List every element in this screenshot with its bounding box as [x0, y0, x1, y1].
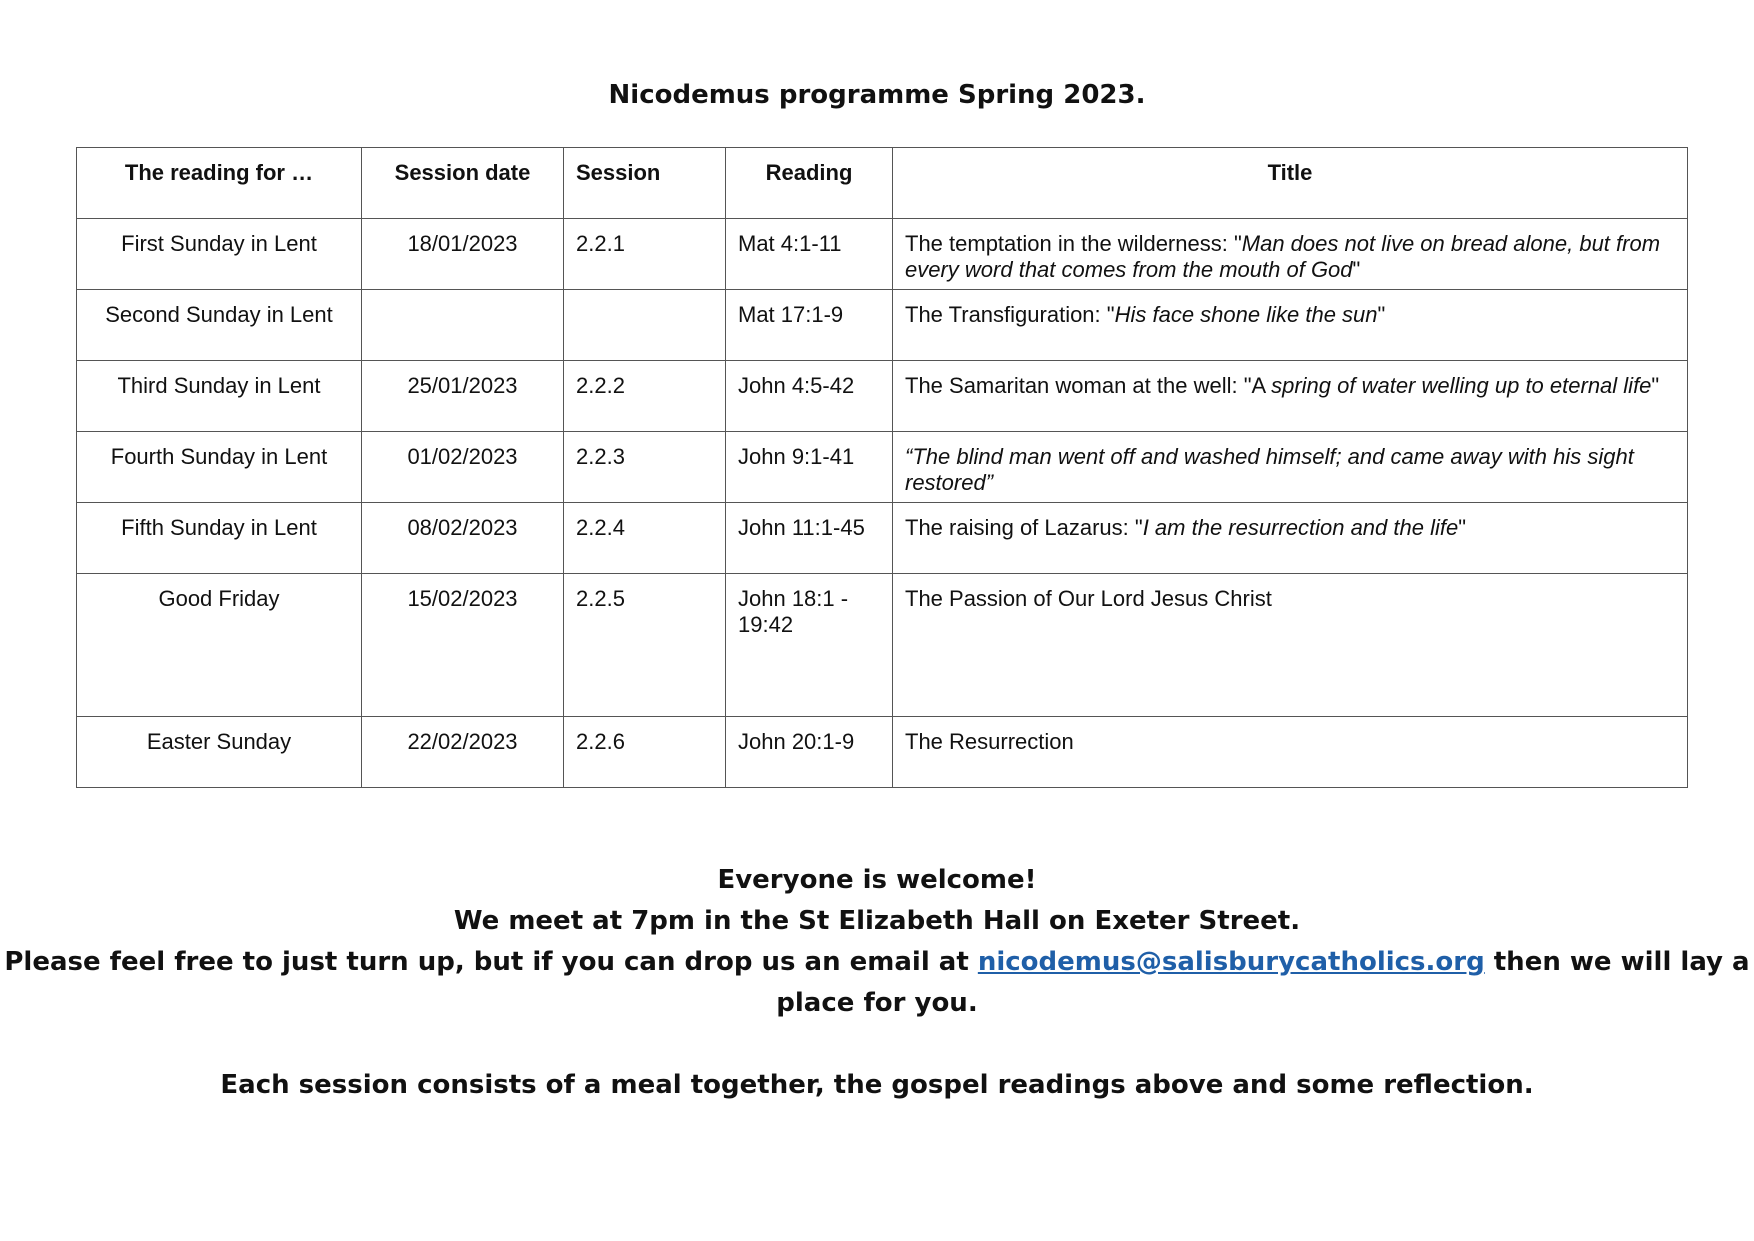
title-italic-text: Man does not live on bread alone, but from every word that comes from the mouth of God	[905, 231, 1661, 282]
cell-session-date: 01/02/2023	[362, 432, 564, 503]
cell-session-date: 22/02/2023	[362, 717, 564, 788]
email-line	[0, 942, 1754, 1024]
title-italic-text: His face shone like the sun	[1114, 302, 1378, 327]
cell-session-date: 18/01/2023	[362, 219, 564, 290]
cell-title	[893, 361, 1688, 432]
email-text-after: then we will lay a place for you.	[776, 947, 1750, 1018]
title-italic-text: I am the resurrection and the life	[1142, 515, 1459, 540]
title-plain-text: The Transfiguration: "	[905, 302, 1115, 327]
header-reading-for: The reading for …	[77, 148, 362, 219]
table-row	[77, 290, 1688, 361]
title-plain-text: The Passion of Our Lord Jesus Christ	[905, 586, 1272, 611]
title-italic-text: spring of water welling up to eternal life	[1271, 373, 1652, 398]
cell-title	[893, 290, 1688, 361]
table-row	[77, 361, 1688, 432]
header-reading: Reading	[726, 148, 893, 219]
table-row	[77, 219, 1688, 290]
cell-session-date: 15/02/2023	[362, 574, 564, 717]
cell-reading: Mat 4:1-11	[726, 219, 893, 290]
title-italic-text: “The blind man went off and washed himself; and came away with his sight restored”	[905, 444, 1634, 495]
title-end-text: "	[1651, 373, 1660, 398]
title-end-text: "	[1352, 257, 1361, 282]
cell-occasion: Good Friday	[77, 574, 362, 717]
cell-session: 2.2.5	[564, 574, 726, 717]
cell-reading: John 11:1-45	[726, 503, 893, 574]
programme-table	[76, 147, 1688, 788]
welcome-line: Everyone is welcome!	[717, 865, 1037, 895]
email-link[interactable]: nicodemus@salisburycatholics.org	[977, 947, 1485, 977]
cell-title	[893, 717, 1688, 788]
footer-notice	[0, 860, 1754, 1106]
title-end-text: "	[1458, 515, 1467, 540]
email-text-before: Please feel free to just turn up, but if you can drop us an email at	[4, 947, 978, 977]
cell-session-date: 25/01/2023	[362, 361, 564, 432]
cell-occasion: Fifth Sunday in Lent	[77, 503, 362, 574]
title-plain-text: The Resurrection	[905, 729, 1074, 754]
cell-session: 2.2.1	[564, 219, 726, 290]
table-row	[77, 432, 1688, 503]
table-row	[77, 717, 1688, 788]
cell-title	[893, 219, 1688, 290]
cell-title	[893, 503, 1688, 574]
cell-session: 2.2.3	[564, 432, 726, 503]
header-title: Title	[893, 148, 1688, 219]
cell-session	[564, 290, 726, 361]
meeting-line: We meet at 7pm in the St Elizabeth Hall on Exeter Street.	[453, 906, 1301, 936]
cell-title	[893, 432, 1688, 503]
cell-session-date	[362, 290, 564, 361]
cell-reading: John 20:1-9	[726, 717, 893, 788]
cell-session: 2.2.2	[564, 361, 726, 432]
cell-reading: John 9:1-41	[726, 432, 893, 503]
title-plain-text: The raising of Lazarus: "	[905, 515, 1143, 540]
cell-session: 2.2.4	[564, 503, 726, 574]
cell-session-date: 08/02/2023	[362, 503, 564, 574]
cell-occasion: Fourth Sunday in Lent	[77, 432, 362, 503]
cell-occasion: Third Sunday in Lent	[77, 361, 362, 432]
cell-occasion: Easter Sunday	[77, 717, 362, 788]
session-info-line: Each session consists of a meal together, the gospel readings above and some reflection.	[220, 1070, 1534, 1100]
title-plain-text: The Samaritan woman at the well: "A	[905, 373, 1272, 398]
cell-reading: Mat 17:1-9	[726, 290, 893, 361]
cell-reading: John 4:5-42	[726, 361, 893, 432]
cell-title	[893, 574, 1688, 717]
header-session: Session	[564, 148, 726, 219]
cell-occasion: First Sunday in Lent	[77, 219, 362, 290]
cell-occasion: Second Sunday in Lent	[77, 290, 362, 361]
table-row	[77, 574, 1688, 717]
cell-session: 2.2.6	[564, 717, 726, 788]
table-row	[77, 503, 1688, 574]
title-end-text: "	[1377, 302, 1386, 327]
cell-reading: John 18:1 - 19:42	[726, 574, 893, 717]
page-title: Nicodemus programme Spring 2023.	[608, 80, 1146, 110]
header-session-date: Session date	[362, 148, 564, 219]
table-header-row	[77, 148, 1688, 219]
title-plain-text: The temptation in the wilderness: "	[905, 231, 1242, 256]
